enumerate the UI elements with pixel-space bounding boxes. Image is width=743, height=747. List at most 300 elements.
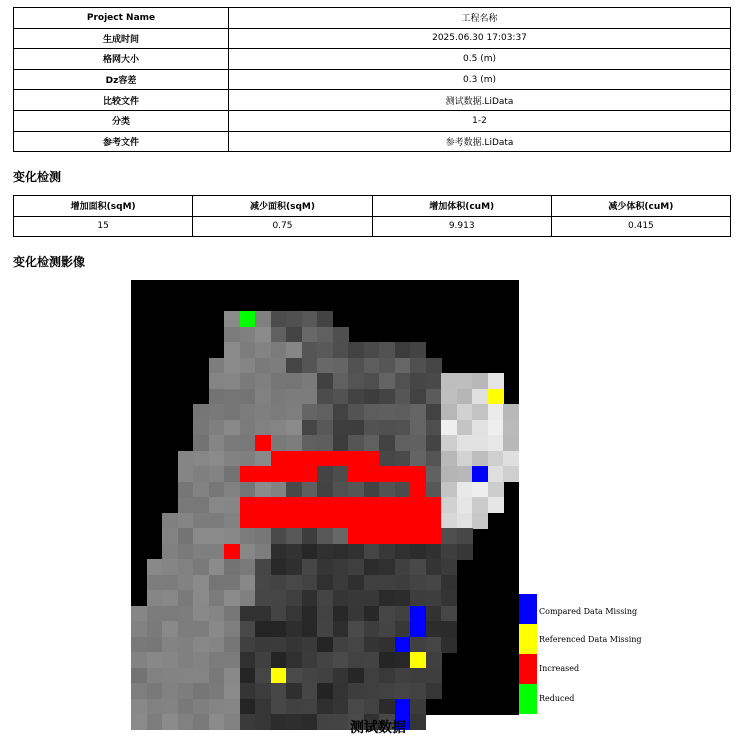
raster-cell — [209, 528, 225, 544]
raster-cell — [271, 404, 287, 420]
raster-cell — [426, 404, 442, 420]
raster-cell — [286, 327, 302, 343]
raster-cell — [395, 528, 411, 544]
raster-cell — [193, 544, 209, 560]
raster-cell — [147, 559, 163, 575]
raster-cell — [395, 513, 411, 529]
raster-cell — [286, 621, 302, 637]
raster-cell — [364, 606, 380, 622]
raster-cell — [379, 683, 395, 699]
raster-cell — [426, 544, 442, 560]
raster-cell — [255, 606, 271, 622]
raster-cell — [317, 590, 333, 606]
raster-cell — [472, 404, 488, 420]
raster-cell — [472, 466, 488, 482]
raster-cell — [410, 466, 426, 482]
raster-cell — [286, 358, 302, 374]
raster-cell — [364, 497, 380, 513]
raster-cell — [317, 637, 333, 653]
raster-cell — [317, 621, 333, 637]
raster-cell — [395, 575, 411, 591]
legend-label-reduced: Reduced — [539, 694, 575, 703]
raster-cell — [178, 575, 194, 591]
raster-cell — [395, 699, 411, 715]
raster-cell — [426, 435, 442, 451]
raster-cell — [317, 311, 333, 327]
raster-cell — [178, 482, 194, 498]
raster-cell — [131, 637, 147, 653]
raster-cell — [178, 699, 194, 715]
raster-cell — [302, 497, 318, 513]
raster-cell — [224, 544, 240, 560]
legend-swatch-reduced — [519, 684, 537, 714]
raster-cell — [271, 559, 287, 575]
raster-cell — [178, 606, 194, 622]
raster-cell — [364, 358, 380, 374]
raster-cell — [131, 621, 147, 637]
raster-cell — [441, 389, 457, 405]
raster-cell — [209, 606, 225, 622]
reduced-volume-value: 0.415 — [551, 216, 730, 237]
raster-cell — [209, 451, 225, 467]
raster-cell — [395, 373, 411, 389]
raster-cell — [410, 358, 426, 374]
raster-cell — [333, 590, 349, 606]
raster-cell — [457, 497, 473, 513]
raster-cell — [457, 420, 473, 436]
info-value: 测试数据.LiData — [229, 90, 731, 111]
raster-cell — [441, 482, 457, 498]
raster-cell — [364, 435, 380, 451]
raster-cell — [410, 652, 426, 668]
raster-cell — [441, 435, 457, 451]
raster-cell — [379, 420, 395, 436]
raster-cell — [255, 451, 271, 467]
raster-cell — [395, 451, 411, 467]
raster-cell — [224, 451, 240, 467]
increased-volume-value: 9.913 — [372, 216, 551, 237]
raster-cell — [333, 404, 349, 420]
raster-cell — [457, 544, 473, 560]
raster-cell — [441, 544, 457, 560]
raster-cell — [395, 621, 411, 637]
raster-cell — [457, 466, 473, 482]
raster-cell — [410, 668, 426, 684]
raster-cell — [178, 621, 194, 637]
raster-cell — [302, 606, 318, 622]
raster-cell — [395, 389, 411, 405]
raster-cell — [395, 652, 411, 668]
raster-cell — [255, 497, 271, 513]
raster-cell — [488, 389, 504, 405]
raster-cell — [224, 575, 240, 591]
raster-cell — [379, 637, 395, 653]
raster-cell — [426, 451, 442, 467]
raster-cell — [286, 575, 302, 591]
raster-cell — [410, 559, 426, 575]
raster-cell — [395, 544, 411, 560]
raster-cell — [364, 590, 380, 606]
raster-cell — [224, 513, 240, 529]
raster-cell — [240, 559, 256, 575]
raster-cell — [426, 683, 442, 699]
raster-cell — [348, 559, 364, 575]
raster-cell — [364, 683, 380, 699]
raster-cell — [441, 559, 457, 575]
raster-cell — [255, 466, 271, 482]
raster-cell — [162, 668, 178, 684]
raster-cell — [333, 435, 349, 451]
change-table-value-row — [14, 216, 731, 237]
raster-cell — [224, 435, 240, 451]
raster-cell — [193, 668, 209, 684]
raster-cell — [488, 435, 504, 451]
raster-cell — [333, 528, 349, 544]
raster-cell — [302, 389, 318, 405]
raster-cell — [178, 668, 194, 684]
raster-cell — [162, 699, 178, 715]
raster-cell — [209, 466, 225, 482]
raster-cell — [348, 389, 364, 405]
raster-cell — [317, 342, 333, 358]
change-detection-heading: 变化检测 — [13, 170, 62, 184]
raster-cell — [209, 435, 225, 451]
raster-cell — [271, 606, 287, 622]
raster-cell — [333, 699, 349, 715]
raster-cell — [364, 451, 380, 467]
raster-cell — [302, 451, 318, 467]
raster-cell — [162, 606, 178, 622]
info-key: 比较文件 — [14, 90, 229, 111]
raster-cell — [147, 699, 163, 715]
raster-cell — [457, 389, 473, 405]
info-row — [14, 110, 731, 131]
increased-volume-header: 增加体积(cuM) — [372, 196, 551, 217]
raster-cell — [348, 699, 364, 715]
info-key: 分类 — [14, 110, 229, 131]
raster-cell — [503, 404, 519, 420]
raster-cell — [488, 466, 504, 482]
raster-cell — [131, 652, 147, 668]
raster-cell — [317, 699, 333, 715]
raster-cell — [410, 528, 426, 544]
raster-cell — [348, 683, 364, 699]
raster-cell — [441, 420, 457, 436]
raster-cell — [379, 668, 395, 684]
raster-cell — [395, 420, 411, 436]
raster-cell — [209, 513, 225, 529]
raster-cell — [271, 652, 287, 668]
raster-cell — [317, 420, 333, 436]
raster-cell — [364, 389, 380, 405]
raster-cell — [410, 575, 426, 591]
raster-cell — [441, 451, 457, 467]
raster-cell — [271, 389, 287, 405]
legend-label-referenced-missing: Referenced Data Missing — [539, 635, 642, 644]
raster-cell — [364, 544, 380, 560]
raster-cell — [395, 466, 411, 482]
raster-cell — [209, 668, 225, 684]
raster-cell — [317, 373, 333, 389]
raster-cell — [255, 342, 271, 358]
raster-cell — [333, 373, 349, 389]
raster-cell — [224, 606, 240, 622]
raster-cell — [348, 420, 364, 436]
raster-cell — [255, 358, 271, 374]
raster-cell — [472, 497, 488, 513]
raster-cell — [286, 342, 302, 358]
raster-cell — [364, 652, 380, 668]
raster-cell — [410, 435, 426, 451]
raster-cell — [379, 652, 395, 668]
raster-cell — [395, 342, 411, 358]
raster-cell — [209, 590, 225, 606]
raster-cell — [426, 559, 442, 575]
legend-swatch-compared-missing — [519, 594, 537, 624]
raster-cell — [302, 699, 318, 715]
raster-cell — [348, 482, 364, 498]
raster-cell — [193, 497, 209, 513]
raster-cell — [209, 389, 225, 405]
reduced-area-value: 0.75 — [193, 216, 372, 237]
raster-cell — [178, 513, 194, 529]
raster-cell — [286, 699, 302, 715]
raster-cell — [379, 342, 395, 358]
raster-cell — [255, 699, 271, 715]
raster-cell — [255, 327, 271, 343]
raster-cell — [178, 466, 194, 482]
raster-cell — [255, 668, 271, 684]
raster-cell — [441, 513, 457, 529]
raster-cell — [503, 451, 519, 467]
raster-cell — [224, 528, 240, 544]
raster-cell — [317, 668, 333, 684]
raster-cell — [286, 420, 302, 436]
raster-cell — [379, 559, 395, 575]
raster-cell — [317, 513, 333, 529]
raster-cell — [302, 668, 318, 684]
raster-cell — [364, 637, 380, 653]
raster-cell — [255, 389, 271, 405]
raster-cell — [302, 404, 318, 420]
info-value: 参考数据.LiData — [229, 131, 731, 152]
raster-cell — [178, 683, 194, 699]
raster-cell — [317, 404, 333, 420]
raster-cell — [255, 482, 271, 498]
raster-cell — [395, 637, 411, 653]
raster-cell — [162, 683, 178, 699]
change-table-header-row — [14, 196, 731, 217]
raster-cell — [457, 404, 473, 420]
raster-cell — [255, 575, 271, 591]
change-detection-image — [131, 280, 519, 715]
raster-cell — [286, 652, 302, 668]
raster-cell — [472, 513, 488, 529]
raster-cell — [379, 373, 395, 389]
raster-cell — [348, 451, 364, 467]
raster-cell — [317, 435, 333, 451]
raster-cell — [302, 621, 318, 637]
raster-cell — [302, 559, 318, 575]
raster-cell — [193, 466, 209, 482]
raster-cell — [286, 513, 302, 529]
raster-cell — [240, 466, 256, 482]
raster-cell — [224, 621, 240, 637]
raster-cell — [162, 575, 178, 591]
raster-cell — [333, 559, 349, 575]
raster-cell — [240, 420, 256, 436]
raster-cell — [255, 528, 271, 544]
raster-cell — [348, 652, 364, 668]
raster-cell — [364, 342, 380, 358]
raster-cell — [224, 420, 240, 436]
raster-cell — [224, 699, 240, 715]
raster-cell — [364, 373, 380, 389]
raster-cell — [348, 358, 364, 374]
raster-cell — [271, 575, 287, 591]
raster-cell — [426, 420, 442, 436]
raster-cell — [317, 466, 333, 482]
raster-cell — [472, 435, 488, 451]
legend-swatch-increased — [519, 654, 537, 684]
raster-cell — [224, 652, 240, 668]
raster-cell — [193, 637, 209, 653]
raster-cell — [209, 683, 225, 699]
raster-cell — [224, 373, 240, 389]
raster-cell — [426, 358, 442, 374]
raster-cell — [364, 621, 380, 637]
raster-cell — [302, 420, 318, 436]
reduced-volume-header: 减少体积(cuM) — [551, 196, 730, 217]
raster-cell — [302, 637, 318, 653]
raster-cell — [395, 590, 411, 606]
raster-cell — [193, 528, 209, 544]
raster-cell — [302, 435, 318, 451]
raster-cell — [348, 497, 364, 513]
info-row — [14, 28, 731, 49]
raster-cell — [209, 497, 225, 513]
info-row — [14, 69, 731, 90]
raster-cell — [317, 497, 333, 513]
raster-cell — [240, 637, 256, 653]
raster-cell — [441, 621, 457, 637]
raster-cell — [147, 575, 163, 591]
raster-cell — [255, 652, 271, 668]
raster-cell — [410, 482, 426, 498]
raster-cell — [240, 606, 256, 622]
raster-cell — [193, 683, 209, 699]
raster-cell — [240, 575, 256, 591]
raster-cell — [271, 311, 287, 327]
raster-cell — [441, 497, 457, 513]
raster-cell — [348, 373, 364, 389]
raster-cell — [472, 451, 488, 467]
raster-cell — [379, 621, 395, 637]
raster-cell — [379, 404, 395, 420]
raster-cell — [240, 373, 256, 389]
raster-cell — [395, 668, 411, 684]
raster-cell — [410, 497, 426, 513]
info-value: 0.3 (m) — [229, 69, 731, 90]
raster-cell — [379, 466, 395, 482]
raster-cell — [178, 451, 194, 467]
raster-cell — [147, 652, 163, 668]
raster-cell — [426, 528, 442, 544]
raster-cell — [302, 342, 318, 358]
raster-cell — [457, 528, 473, 544]
info-value: 0.5 (m) — [229, 49, 731, 70]
raster-cell — [410, 621, 426, 637]
raster-cell — [255, 590, 271, 606]
raster-cell — [147, 637, 163, 653]
raster-cell — [317, 606, 333, 622]
raster-cell — [395, 606, 411, 622]
raster-cell — [271, 590, 287, 606]
raster-cell — [224, 389, 240, 405]
raster-cell — [426, 373, 442, 389]
raster-cell — [271, 373, 287, 389]
raster-cell — [379, 389, 395, 405]
raster-cell — [224, 327, 240, 343]
raster-cell — [333, 668, 349, 684]
raster-cell — [240, 668, 256, 684]
raster-cell — [333, 466, 349, 482]
raster-cell — [302, 590, 318, 606]
raster-cell — [302, 327, 318, 343]
info-key: 格网大小 — [14, 49, 229, 70]
raster-cell — [271, 699, 287, 715]
raster-cell — [255, 373, 271, 389]
raster-cell — [426, 606, 442, 622]
raster-cell — [178, 590, 194, 606]
raster-cell — [224, 637, 240, 653]
raster-cell — [364, 559, 380, 575]
raster-cell — [317, 528, 333, 544]
raster-cell — [410, 420, 426, 436]
raster-cell — [302, 358, 318, 374]
raster-cell — [441, 528, 457, 544]
raster-cell — [426, 497, 442, 513]
raster-cell — [147, 590, 163, 606]
raster-cell — [209, 358, 225, 374]
raster-cell — [441, 466, 457, 482]
project-info-table — [13, 7, 731, 152]
raster-cell — [224, 482, 240, 498]
raster-cell — [441, 606, 457, 622]
raster-cell — [379, 435, 395, 451]
info-key: 参考文件 — [14, 131, 229, 152]
raster-cell — [193, 652, 209, 668]
raster-cell — [286, 466, 302, 482]
raster-cell — [255, 544, 271, 560]
raster-cell — [162, 637, 178, 653]
raster-cell — [302, 466, 318, 482]
raster-cell — [426, 466, 442, 482]
raster-cell — [457, 435, 473, 451]
raster-cell — [193, 606, 209, 622]
raster-cell — [317, 389, 333, 405]
info-row — [14, 131, 731, 152]
raster-cell — [364, 513, 380, 529]
raster-cell — [209, 420, 225, 436]
raster-cell — [162, 652, 178, 668]
info-key: 生成时间 — [14, 28, 229, 49]
raster-cell — [503, 420, 519, 436]
raster-cell — [302, 528, 318, 544]
raster-cell — [178, 528, 194, 544]
raster-cell — [441, 404, 457, 420]
raster-cell — [240, 404, 256, 420]
